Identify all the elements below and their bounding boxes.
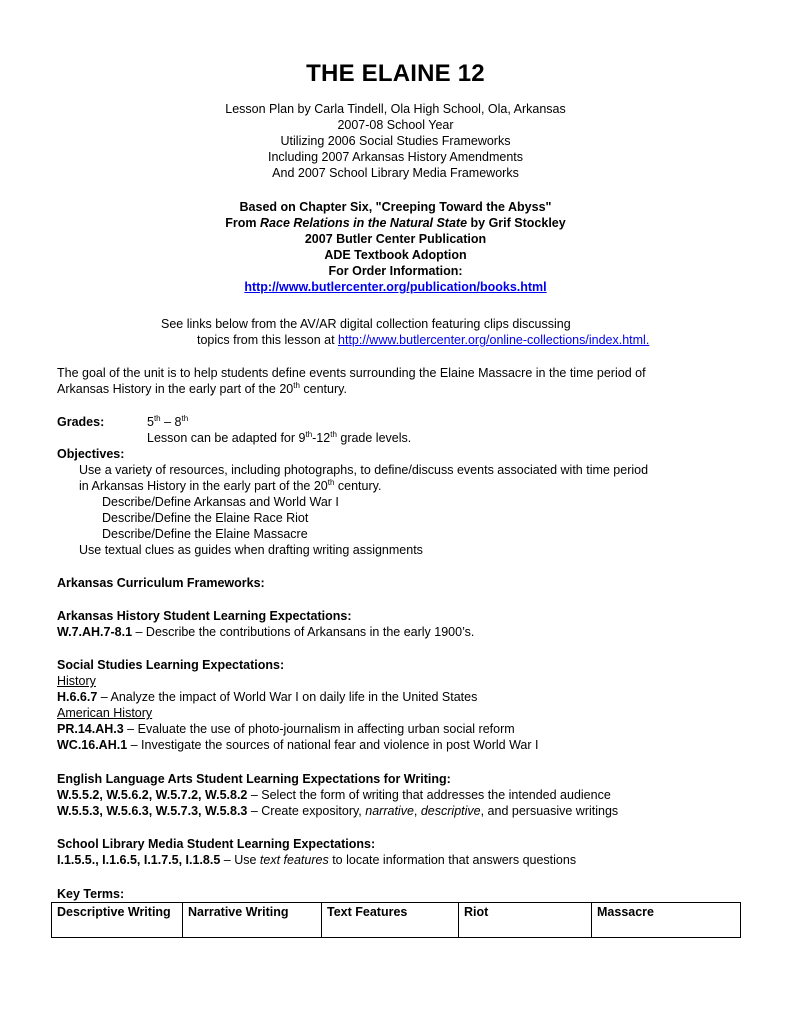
book-title: Race Relations in the Natural State (260, 216, 468, 230)
av-collection-link[interactable]: http://www.butlercenter.org/online-collections/index.html. (338, 333, 650, 347)
source-text: by Grif Stockley (467, 216, 566, 230)
source-line (0, 215, 791, 231)
standard-text: – Evaluate the use of photo-journalism in affecting urban social reform (123, 722, 515, 736)
source-line: 2007 Butler Center Publication (304, 232, 487, 246)
frameworks-heading: Arkansas Curriculum Frameworks: (57, 576, 265, 590)
key-terms-table (51, 902, 741, 938)
order-info-link[interactable]: http://www.butlercenter.org/publication/books.html (244, 280, 547, 294)
grades-label: Grades: (57, 415, 105, 429)
key-terms-heading: Key Terms: (57, 887, 125, 901)
goal-text: century. (299, 382, 347, 396)
objective-subitem: Describe/Define the Elaine Race Riot (102, 511, 309, 525)
standard-text: , (413, 804, 421, 818)
objective-line (79, 478, 381, 494)
superscript: th (153, 413, 161, 423)
ela-heading: English Language Arts Student Learning Expectations for Writing: (57, 772, 451, 786)
standard-code: W.7.AH.7-8.1 (57, 625, 133, 639)
header-line: Including 2007 Arkansas History Amendments (268, 150, 523, 164)
grade-text: 5 (147, 415, 154, 429)
goal-line1: The goal of the unit is to help students define events surrounding the Elaine Massacre in the time period of (57, 366, 646, 380)
ss-history-subheading: History (57, 674, 96, 688)
standard-text: – Select the form of writing that addresses the intended audience (247, 788, 611, 802)
standard-text: – Describe the contributions of Arkansans in the early 1900’s. (132, 625, 475, 639)
superscript: th (330, 429, 337, 439)
grades-range (147, 414, 188, 430)
ah-expectation (57, 624, 474, 640)
ss-heading: Social Studies Learning Expectations: (57, 658, 285, 672)
source-line: For Order Information: (328, 264, 463, 278)
standard-code: I.1.5.5., I.1.6.5, I.1.7.5, I.1.8.5 (57, 853, 221, 867)
header-line: Lesson Plan by Carla Tindell, Ola High School, Ola, Arkansas (225, 102, 566, 116)
ela-expectation (57, 787, 611, 803)
ah-heading: Arkansas History Student Learning Expectations: (57, 609, 352, 623)
av-links-text: topics from this lesson at (197, 333, 339, 347)
key-term-cell: Massacre (592, 903, 741, 938)
standard-text: to locate information that answers questions (328, 853, 577, 867)
objectives-heading: Objectives: (57, 447, 125, 461)
objective-text: century. (334, 479, 382, 493)
standard-text: narrative (365, 804, 414, 818)
grade-text: Lesson can be adapted for 9 (147, 431, 306, 445)
standard-code: H.6.6.7 (57, 690, 98, 704)
superscript: th (293, 380, 300, 390)
objective-subitem: Describe/Define the Elaine Massacre (102, 527, 308, 541)
grade-text: grade levels. (336, 431, 412, 445)
standard-text: , and persuasive writings (480, 804, 619, 818)
av-links-line1: See links below from the AV/AR digital collection featuring clips discussing (161, 317, 571, 331)
standard-text: – Investigate the sources of national fear and violence in post World War I (127, 738, 539, 752)
header-line: 2007-08 School Year (337, 118, 454, 132)
ss-expectation (57, 737, 539, 753)
standard-text: – Use (220, 853, 260, 867)
objective-line: Use textual clues as guides when drafting writing assignments (79, 543, 423, 557)
standard-code: WC.16.AH.1 (57, 738, 128, 752)
table-row (52, 903, 741, 938)
source-text: From (225, 216, 261, 230)
slm-heading: School Library Media Student Learning Expectations: (57, 837, 376, 851)
lesson-header (0, 101, 791, 181)
grade-text: -12 (312, 431, 331, 445)
standard-code: W.5.5.2, W.5.6.2, W.5.7.2, W.5.8.2 (57, 788, 248, 802)
objective-subitem: Describe/Define Arkansas and World War I (102, 495, 339, 509)
superscript: th (181, 413, 189, 423)
source-block (0, 199, 791, 295)
page-title: THE ELAINE 12 (306, 60, 485, 87)
header-line: Utilizing 2006 Social Studies Frameworks (280, 134, 511, 148)
standard-text: descriptive (420, 804, 481, 818)
standard-text: – Analyze the impact of World War I on daily life in the United States (97, 690, 478, 704)
key-term-cell: Text Features (322, 903, 459, 938)
ela-expectation (57, 803, 618, 819)
ss-expectation (57, 689, 477, 705)
goal-text: Arkansas History in the early part of the 20 (57, 382, 294, 396)
standard-code: W.5.5.3, W.5.6.3, W.5.7.3, W.5.8.3 (57, 804, 248, 818)
key-term-cell: Riot (459, 903, 592, 938)
grade-text: – 8 (160, 415, 182, 429)
standard-text: – Create expository, (247, 804, 366, 818)
header-line: And 2007 School Library Media Frameworks (272, 166, 519, 180)
superscript: th (327, 477, 335, 487)
grades-adapt (147, 430, 411, 446)
standard-text: text features (259, 853, 329, 867)
slm-expectation (57, 852, 576, 868)
goal-line2 (57, 381, 347, 397)
key-term-cell: Descriptive Writing (52, 903, 183, 938)
standard-code: PR.14.AH.3 (57, 722, 124, 736)
objective-text: in Arkansas History in the early part of the 20 (79, 479, 328, 493)
av-links-line2 (197, 332, 649, 348)
superscript: th (305, 429, 313, 439)
ss-american-subheading: American History (57, 706, 153, 720)
ss-expectation (57, 721, 515, 737)
source-line: Based on Chapter Six, "Creeping Toward the Abyss" (239, 200, 552, 214)
objective-line: Use a variety of resources, including photographs, to define/discuss events associated with time period (79, 463, 649, 477)
source-line: ADE Textbook Adoption (324, 248, 467, 262)
key-term-cell: Narrative Writing (183, 903, 322, 938)
